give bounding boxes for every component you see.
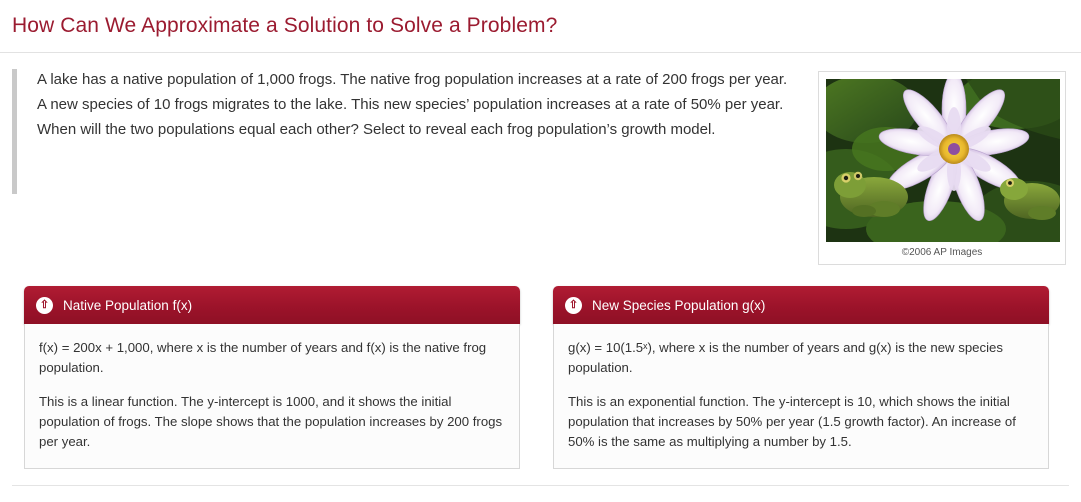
prompt-text: A lake has a native population of 1,000 frogs. The native frog population increases at a rate of 200 frogs per year. A new species of 10 frogs migrates to the lake. This new species’ population increases at a rate of 50% per year. When will the two populations equal each other? Select to reveal each frog population’s growth model.	[37, 71, 788, 138]
card-title-native-population: Native Population f(x)	[63, 297, 193, 313]
reveal-cards	[24, 286, 1059, 469]
card-new-species-population	[553, 286, 1049, 469]
prompt-block	[12, 67, 812, 194]
card-header-native-population[interactable]	[24, 286, 520, 324]
image-card	[818, 71, 1066, 265]
bottom-divider	[12, 485, 1069, 486]
card-body-native-population	[24, 324, 520, 469]
card-paragraph: g(x) = 10(1.5ˣ), where x is the number of years and g(x) is the new species population.	[568, 340, 1003, 375]
card-native-population	[24, 286, 520, 469]
card-body-new-species-population	[553, 324, 1049, 469]
card-paragraph: This is a linear function. The y-intercept is 1000, and it shows the initial population of frogs. The slope shows that the population increases by 200 frogs per year.	[39, 394, 503, 449]
photo-credit: ©2006 AP Images	[901, 247, 983, 258]
card-paragraph: This is an exponential function. The y-intercept is 10, which shows the initial population that increases by 50% per year (1.5 growth factor). An increase of 50% is the same as multiplying a number by 1.5.	[568, 394, 1016, 449]
frogs-on-water-lily-photo	[826, 79, 1060, 242]
expand-toggle-icon[interactable]: ⇧	[36, 297, 53, 314]
card-header-new-species-population[interactable]	[553, 286, 1049, 324]
card-paragraph: f(x) = 200x + 1,000, where x is the number of years and f(x) is the native frog population.	[39, 340, 487, 375]
page-title: How Can We Approximate a Solution to Solve a Problem?	[12, 14, 558, 37]
card-title-new-species-population: New Species Population g(x)	[592, 297, 766, 313]
expand-toggle-icon[interactable]: ⇧	[565, 297, 582, 314]
